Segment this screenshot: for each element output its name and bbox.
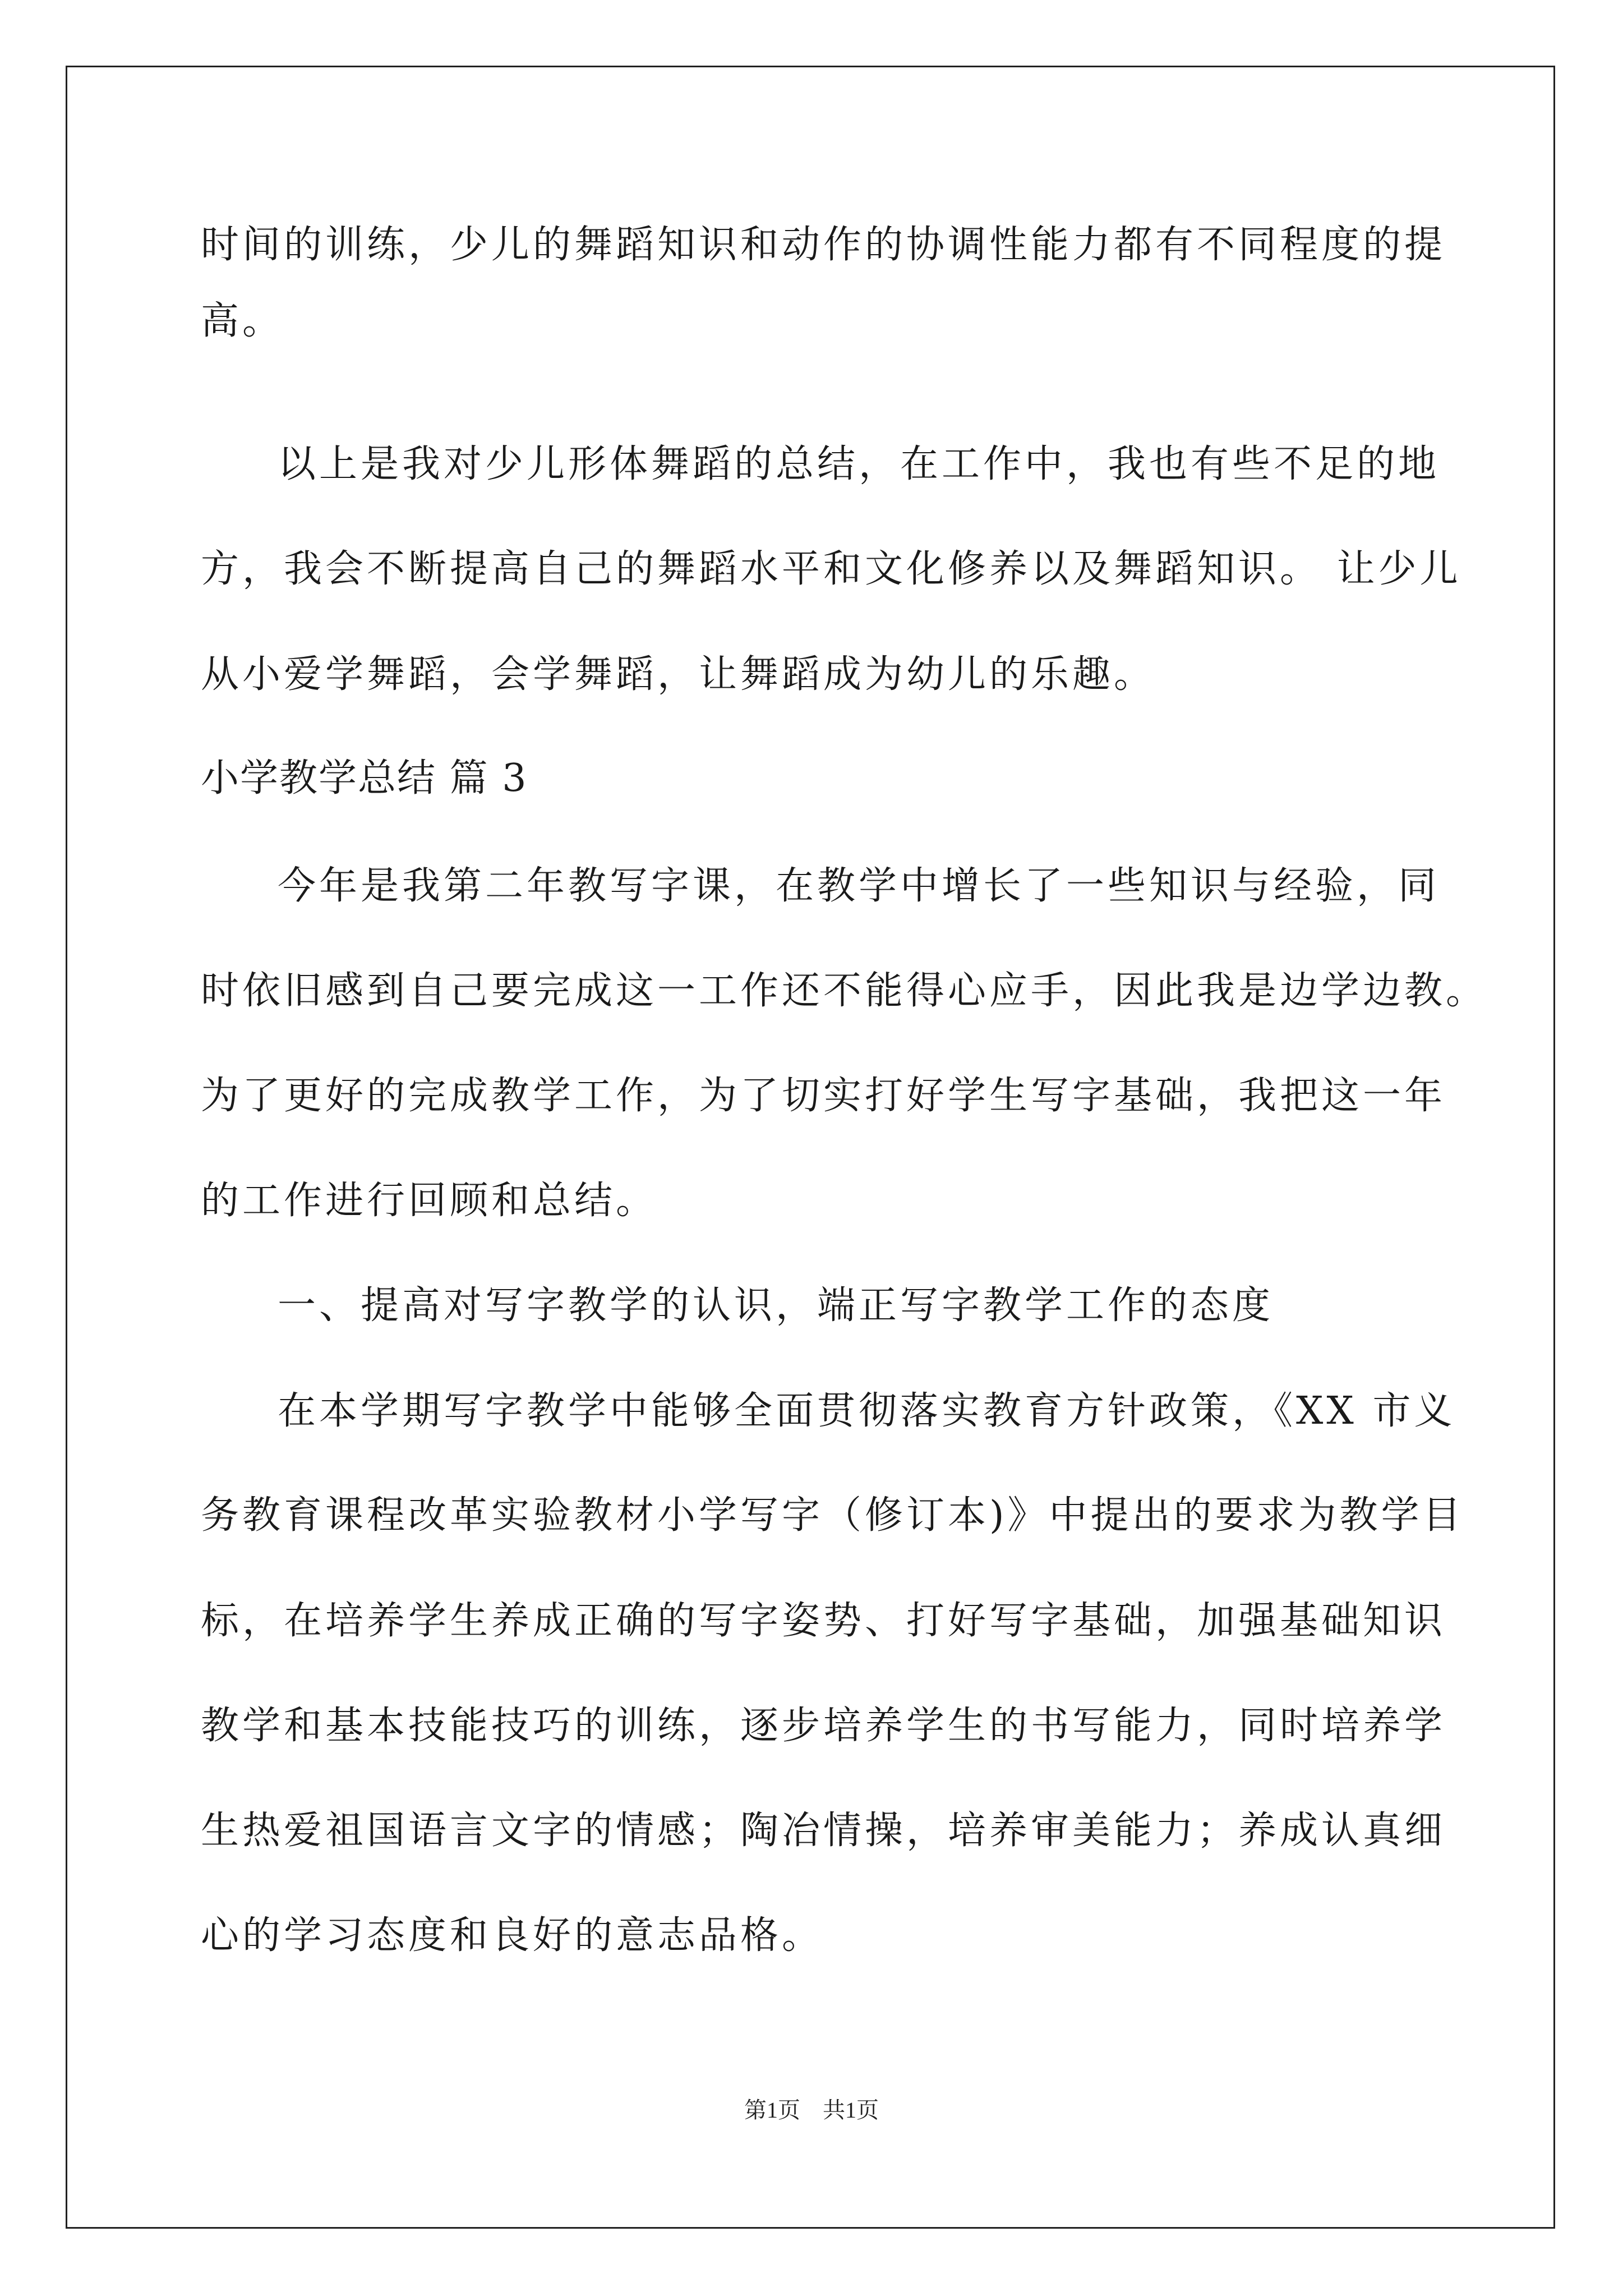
paragraph-2-line-2: 方，我会不断提高自己的舞蹈水平和文化修养以及舞蹈知识。 让少儿 bbox=[201, 547, 1461, 591]
subheading-1: 一、提高对写字教学的认识，端正写字教学工作的态度 bbox=[278, 1283, 1274, 1328]
paragraph-2-line-1: 以上是我对少儿形体舞蹈的总结，在工作中，我也有些不足的地 bbox=[278, 442, 1440, 486]
paragraph-4-line-5: 生热爱祖国语言文字的情感；陶冶情操，培养审美能力；养成认真细 bbox=[201, 1809, 1446, 1853]
paragraph-3-line-2: 时依旧感到自己要完成这一工作还不能得心应手，因此我是边学边教。 bbox=[201, 969, 1488, 1013]
paragraph-3-line-3: 为了更好的完成教学工作，为了切实打好学生写字基础，我把这一年 bbox=[201, 1074, 1446, 1118]
paragraph-1-line-2: 高。 bbox=[201, 299, 284, 343]
paragraph-1-line-1: 时间的训练，少儿的舞蹈知识和动作的协调性能力都有不同程度的提 bbox=[201, 223, 1446, 267]
section-heading: 小学教学总结 篇 3 bbox=[201, 756, 528, 800]
paragraph-3-line-4: 的工作进行回顾和总结。 bbox=[201, 1179, 658, 1223]
paragraph-4-line-1: 在本学期写字教学中能够全面贯彻落实教育方针政策，《XX 市义 bbox=[278, 1389, 1456, 1433]
page-border bbox=[66, 66, 1555, 2229]
paragraph-4-line-4: 教学和基本技能技巧的训练，逐步培养学生的书写能力，同时培养学 bbox=[201, 1704, 1446, 1748]
paragraph-3-line-1: 今年是我第二年教写字课，在教学中增长了一些知识与经验，同 bbox=[278, 864, 1440, 908]
paragraph-4-line-2: 务教育课程改革实验教材小学写字（修订本)》中提出的要求为教学目 bbox=[201, 1493, 1464, 1538]
page-footer: 第1页 共1页 bbox=[744, 2097, 879, 2123]
paragraph-4-line-6: 心的学习态度和良好的意志品格。 bbox=[201, 1913, 824, 1958]
paragraph-2-line-3: 从小爱学舞蹈，会学舞蹈，让舞蹈成为幼儿的乐趣。 bbox=[201, 652, 1156, 697]
paragraph-4-line-3: 标，在培养学生养成正确的写字姿势、打好写字基础，加强基础知识 bbox=[201, 1599, 1446, 1643]
